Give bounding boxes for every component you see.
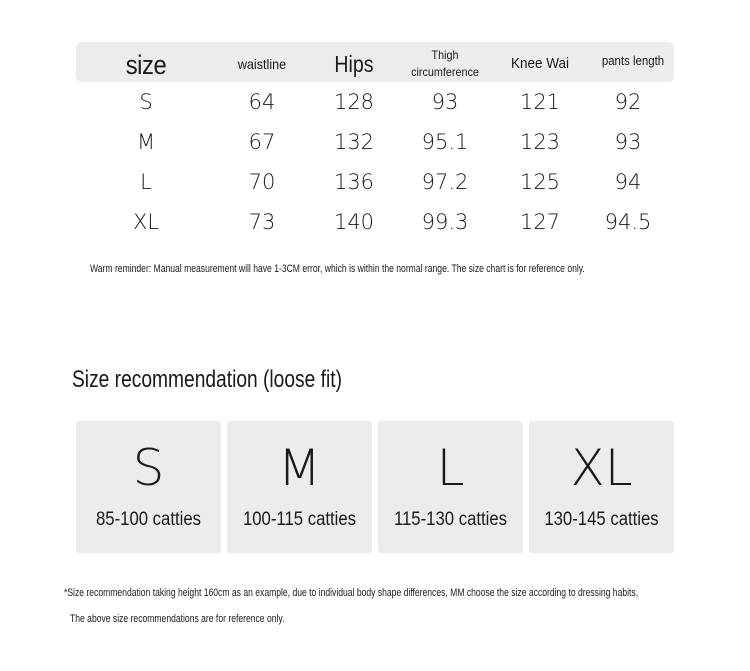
table-cell: 92 xyxy=(614,90,642,114)
size-card-s xyxy=(76,421,221,553)
table-cell: 95.1 xyxy=(421,130,469,154)
header-pants-length: pants length xyxy=(601,53,665,68)
card-size-letter: XL xyxy=(570,439,633,497)
table-cell: 136 xyxy=(333,170,375,194)
table-cell: 97.2 xyxy=(421,170,469,194)
recommendation-note-line2: The above size recommendations are for reference only. xyxy=(70,613,285,625)
recommendation-title: Size recommendation (loose fit) xyxy=(72,366,342,393)
card-weight-range: 130-145 catties xyxy=(544,509,659,530)
header-thigh-line2: circumference xyxy=(411,65,479,79)
size-card-m xyxy=(227,421,372,553)
header-knee: Knee Wai xyxy=(510,55,570,72)
card-weight-range: 100-115 catties xyxy=(242,509,357,530)
table-cell: XL xyxy=(132,210,160,234)
header-waistline: waistline xyxy=(237,56,287,72)
card-size-letter: L xyxy=(436,439,465,497)
table-cell: 93 xyxy=(614,130,642,154)
warm-reminder: Warm reminder: Manual measurement will have 1-3CM error, which is within the normal range. The size chart is for reference only. xyxy=(90,263,585,275)
table-cell: 73 xyxy=(248,210,276,234)
card-weight-range: 85-100 catties xyxy=(95,509,202,530)
table-cell: 99.3 xyxy=(421,210,469,234)
table-cell: 93 xyxy=(431,90,459,114)
table-cell: 140 xyxy=(333,210,375,234)
card-size-letter: S xyxy=(132,439,165,497)
card-weight-range: 115-130 catties xyxy=(393,509,508,530)
recommendation-note-line1: *Size recommendation taking height 160cm as an example, due to individual body shape differences, MM choose the size according to dressing habits, xyxy=(64,587,639,599)
table-cell: 64 xyxy=(248,90,276,114)
table-cell: 121 xyxy=(519,90,561,114)
table-cell: 70 xyxy=(248,170,276,194)
table-cell: S xyxy=(139,90,153,114)
header-size: size xyxy=(125,50,167,80)
table-cell: 94 xyxy=(614,170,642,194)
table-cell: 132 xyxy=(333,130,375,154)
table-cell: M xyxy=(136,130,156,154)
table-cell: 67 xyxy=(248,130,276,154)
table-cell: 128 xyxy=(333,90,375,114)
header-hips: Hips xyxy=(334,51,374,77)
size-card-xl xyxy=(529,421,674,553)
card-size-letter: M xyxy=(277,439,322,497)
header-thigh-circumference xyxy=(405,47,486,81)
table-cell: 94.5 xyxy=(604,210,652,234)
table-cell: 127 xyxy=(519,210,561,234)
table-cell: L xyxy=(140,170,152,194)
table-cell: 123 xyxy=(519,130,561,154)
table-cell: 125 xyxy=(519,170,561,194)
header-thigh-line1: Thigh xyxy=(431,48,459,62)
size-card-l xyxy=(378,421,523,553)
